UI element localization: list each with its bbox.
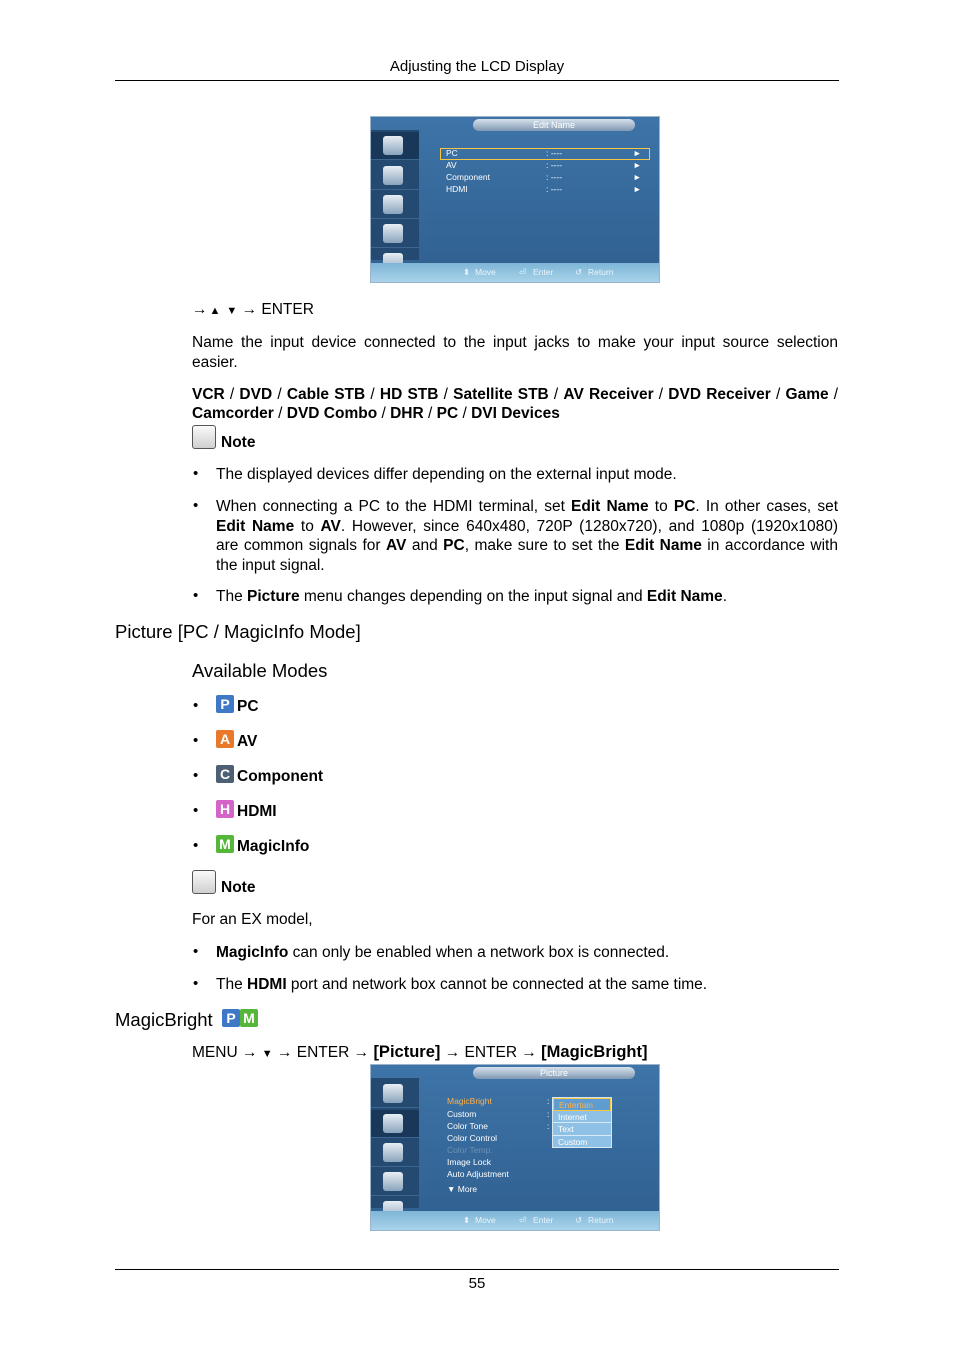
navigation-instruction: MENU → ▼ → ENTER → [Picture] → ENTER → [MagicBright] bbox=[192, 1043, 648, 1061]
enter-label: Enter bbox=[533, 267, 554, 277]
av-mode-icon: A bbox=[216, 730, 234, 748]
mode-label: HDMI bbox=[237, 803, 277, 820]
osd-row-value: : ---- bbox=[546, 160, 563, 170]
section-heading: MagicBright bbox=[115, 1009, 213, 1030]
magicbright-dropdown bbox=[552, 1097, 612, 1148]
osd-colon: : bbox=[547, 1096, 550, 1106]
mode-label: Component bbox=[237, 768, 324, 785]
down-arrow-icon: ▼ bbox=[226, 305, 238, 317]
bullet: • bbox=[193, 943, 199, 960]
return-label: Return bbox=[588, 267, 614, 277]
mode-label: PC bbox=[237, 698, 259, 715]
component-mode-icon: C bbox=[216, 765, 234, 783]
osd-row-label: HDMI bbox=[446, 184, 468, 194]
magicinfo-mode-icon: M bbox=[240, 1009, 258, 1027]
osd-row-label: Color Tone bbox=[447, 1121, 488, 1131]
arrow-right-icon: ► bbox=[633, 184, 642, 194]
page-number: 55 bbox=[468, 1275, 486, 1292]
bullet: • bbox=[193, 497, 199, 514]
osd-footer-bar bbox=[371, 263, 659, 282]
note-icon bbox=[192, 870, 216, 894]
page-header: Adjusting the LCD Display bbox=[389, 58, 565, 75]
sound-icon bbox=[371, 191, 419, 219]
return-label: Return bbox=[588, 1215, 614, 1225]
hdmi-mode-icon: H bbox=[216, 800, 234, 818]
magicinfo-mode-icon: M bbox=[216, 835, 234, 853]
setup-icon bbox=[371, 1168, 419, 1196]
picture-icon bbox=[371, 162, 419, 190]
ex-bullet-2: The HDMI port and network box cannot be connected at the same time. bbox=[216, 976, 708, 993]
subsection-heading: Available Modes bbox=[192, 660, 328, 681]
osd-title: Picture bbox=[473, 1067, 635, 1079]
osd-colon: : bbox=[547, 1121, 550, 1131]
ex-model-intro: For an EX model, bbox=[192, 911, 313, 928]
osd-row-label: Custom bbox=[447, 1109, 477, 1119]
note-bullet-1: The displayed devices differ depending on the external input mode. bbox=[216, 466, 677, 483]
osd-picture-screenshot bbox=[370, 1064, 660, 1231]
bullet: • bbox=[193, 732, 199, 749]
sound-icon bbox=[371, 1139, 419, 1167]
down-arrow-icon: ▼ bbox=[261, 1048, 273, 1060]
pc-mode-icon: P bbox=[216, 695, 234, 713]
bullet: • bbox=[193, 802, 199, 819]
osd-row-label: Image Lock bbox=[447, 1157, 491, 1167]
move-label: Move bbox=[475, 267, 496, 277]
dropdown-option: Text bbox=[553, 1123, 611, 1136]
bullet: • bbox=[193, 465, 199, 482]
osd-title: Edit Name bbox=[473, 119, 635, 131]
osd-row-label: Color Control bbox=[447, 1133, 498, 1143]
dropdown-option: Internet bbox=[553, 1111, 611, 1124]
note-label: Note bbox=[221, 434, 256, 451]
picture-icon bbox=[371, 1110, 419, 1138]
move-icon: ⬍ bbox=[463, 1215, 471, 1225]
note-icon bbox=[192, 425, 216, 449]
device-list-line-2: Camcorder / DVD Combo / DHR / PC / DVI Devices bbox=[192, 405, 560, 422]
dropdown-option-selected: Entertain bbox=[553, 1098, 611, 1111]
osd-row-label-disabled: Color Temp. bbox=[447, 1145, 493, 1155]
input-icon bbox=[371, 132, 419, 160]
osd-row-label: MagicBright bbox=[447, 1096, 492, 1106]
bullet: • bbox=[193, 767, 199, 784]
bullet: • bbox=[193, 837, 199, 854]
note-bullet-2: When connecting a PC to the HDMI terminal, set Edit Name to PC. In other cases, set Edit Name to AV. However, since 640x480, 720P (1280x720), and 1080p (1920x1080) are common signals for AV and PC, make sure to set the Edit Name in accordance with the input signal. bbox=[216, 498, 838, 574]
osd-row-label: Auto Adjustment bbox=[447, 1169, 509, 1179]
header-rule bbox=[115, 80, 839, 81]
enter-icon: ⏎ bbox=[519, 267, 527, 277]
device-list-line-1: VCR / DVD / Cable STB / HD STB / Satellite STB / AV Receiver / DVD Receiver / Game / bbox=[192, 386, 839, 403]
up-arrow-icon: ▲ bbox=[209, 305, 221, 317]
osd-row-label: AV bbox=[446, 160, 457, 170]
bullet: • bbox=[193, 587, 199, 604]
description-paragraph: Name the input device connected to the input jacks to make your input source selection easier. bbox=[192, 334, 838, 371]
selected-row-highlight bbox=[440, 148, 650, 160]
return-icon: ↺ bbox=[575, 1215, 583, 1225]
osd-row-more: ▼ More bbox=[447, 1184, 478, 1194]
arrow-right-icon: ► bbox=[633, 172, 642, 182]
osd-footer-bar bbox=[371, 1211, 659, 1230]
mode-label: MagicInfo bbox=[237, 838, 310, 855]
osd-sidebar bbox=[371, 130, 419, 260]
ex-bullet-1: MagicInfo can only be enabled when a network box is connected. bbox=[216, 944, 670, 961]
enter-icon: ⏎ bbox=[519, 1215, 527, 1225]
setup-icon bbox=[371, 220, 419, 248]
osd-row-label: Component bbox=[446, 172, 490, 182]
note-bullet-3: The Picture menu changes depending on the input signal and Edit Name. bbox=[216, 588, 727, 605]
osd-sidebar bbox=[371, 1078, 419, 1208]
osd-row-value: : ---- bbox=[546, 148, 563, 158]
move-label: Move bbox=[475, 1215, 496, 1225]
pc-mode-icon: P bbox=[222, 1009, 240, 1027]
enter-label: Enter bbox=[533, 1215, 554, 1225]
dropdown-option: Custom bbox=[553, 1136, 611, 1149]
footer-rule bbox=[115, 1269, 839, 1270]
return-icon: ↺ bbox=[575, 267, 583, 277]
osd-edit-name-screenshot bbox=[370, 116, 660, 283]
bullet: • bbox=[193, 975, 199, 992]
move-icon: ⬍ bbox=[463, 267, 471, 277]
osd-row-value: : ---- bbox=[546, 184, 563, 194]
osd-colon: : bbox=[547, 1109, 550, 1119]
mode-label: AV bbox=[237, 733, 258, 750]
osd-row-label: PC bbox=[446, 148, 458, 158]
note-label: Note bbox=[221, 879, 256, 896]
section-heading: Picture [PC / MagicInfo Mode] bbox=[115, 621, 361, 642]
osd-row-value: : ---- bbox=[546, 172, 563, 182]
input-icon bbox=[371, 1080, 419, 1108]
arrow-right-icon: ► bbox=[633, 148, 642, 158]
navigation-instruction: → ▲ ▼ → ENTER bbox=[192, 301, 314, 318]
arrow-right-icon: ► bbox=[633, 160, 642, 170]
bullet: • bbox=[193, 697, 199, 714]
